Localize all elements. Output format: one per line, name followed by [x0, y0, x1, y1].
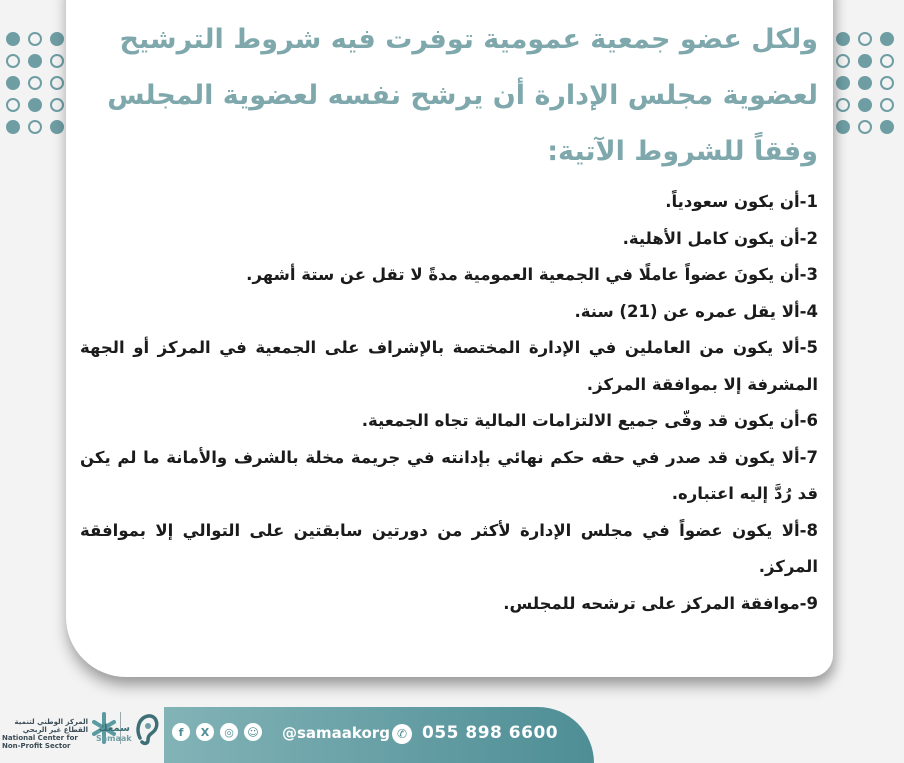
contact-footer [164, 707, 594, 763]
intro-heading [80, 12, 818, 180]
x-icon[interactable]: X [196, 723, 214, 741]
condition-item: 2-أن يكون كامل الأهلية. [622, 228, 818, 248]
intro-line-2: لعضوية مجلس الإدارة أن يرشح نفسه لعضوية المجلس [107, 80, 818, 111]
decorative-dots-right [836, 32, 894, 134]
ncnp-logo-text [2, 718, 88, 750]
condition-item: 4-ألا يقل عمره عن (21) سنة. [574, 301, 818, 321]
samaak-name-en: Samaak [96, 734, 132, 743]
ncnp-name-en: National Center for Non-Profit Sector [2, 734, 78, 750]
condition-item: 6-أن يكون قد وفّى جميع الالتزامات المالية تجاه الجمعية. [361, 411, 818, 430]
condition-item: 8-ألا يكون عضواً في مجلس الإدارة لأكثر من دورتين سابقتين على التوالي إلا بموافقة المركز. [80, 520, 818, 576]
intro-line-3: وفقاً للشروط الآتية: [547, 136, 818, 167]
phone-number[interactable]: 055 898 6600 [422, 723, 559, 743]
condition-item: 1-أن يكون سعودياً. [665, 192, 818, 211]
conditions-list [80, 184, 818, 622]
samaak-name-ar: سمعك [98, 723, 130, 734]
social-icons [172, 723, 262, 741]
logos-area [0, 700, 164, 761]
intro-line-1: ولكل عضو جمعية عمومية توفرت فيه شروط الترشيح [119, 24, 818, 55]
condition-item: 5-ألا يكون من العاملين في الإدارة المختصة بالإشراف على الجمعية في المركز أو الجهة المشرفة إلا بموافقة المركز. [80, 338, 818, 394]
ncnp-name-ar: المركز الوطني لتنمية القطاع غير الربحي [14, 718, 88, 734]
samaak-logo-icon [134, 712, 160, 746]
facebook-icon[interactable]: f [172, 723, 190, 741]
snapchat-icon[interactable]: ☺ [244, 723, 262, 741]
phone-icon: ✆ [392, 724, 412, 744]
samaak-logo-text [96, 724, 130, 744]
instagram-icon[interactable]: ◎ [220, 723, 238, 741]
social-handle[interactable]: @samaakorg [282, 724, 390, 742]
condition-item: 7-ألا يكون قد صدر في حقه حكم نهائي بإدانته في جريمة مخلة بالشرف والأمانة ما لم يكن قد رُدَّ إليه اعتباره. [80, 447, 818, 503]
condition-item: 9-موافقة المركز على ترشحه للمجلس. [503, 593, 818, 613]
decorative-dots-left [6, 32, 64, 134]
document-content [80, 0, 818, 622]
condition-item: 3-أن يكونَ عضواً عاملًا في الجمعية العمومية مدةً لا تقل عن ستة أشهر. [246, 265, 818, 284]
